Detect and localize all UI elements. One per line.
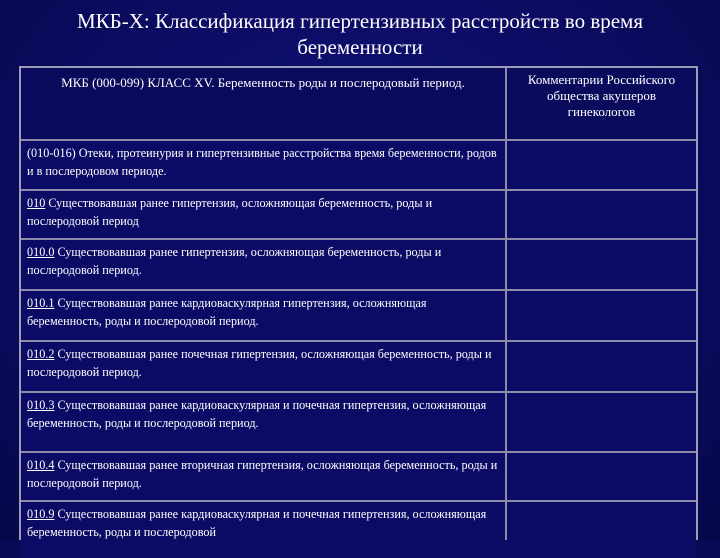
row-5-description: Существовавшая ранее кардиоваскулярная и почечная гипертензия, осложняющая беременность, роды и послеродовой период. <box>27 398 487 430</box>
header-icd-class: МКБ (000-099) КЛАСС XV. Беременность роды и послеродовый период. <box>21 68 505 139</box>
row-6-comment <box>507 453 696 500</box>
row-1-text <box>21 191 505 238</box>
row-3-text <box>21 291 505 340</box>
row-2-description: Существовавшая ранее гипертензия, осложняющая беременность, роды и послеродовой период. <box>27 245 442 277</box>
row-4-text <box>21 342 505 391</box>
row-4-code: 010.2 <box>27 347 55 361</box>
row-7-description: Существовавшая ранее кардиоваскулярная и почечная гипертензия, осложняющая беременность, роды и послеродовой <box>27 507 487 539</box>
row-0-text <box>21 141 505 189</box>
row-5-comment <box>507 393 696 451</box>
row-4-comment <box>507 342 696 391</box>
row-7-text <box>21 502 505 558</box>
row-1-code: 010 <box>27 196 46 210</box>
row-4-description: Существовавшая ранее почечная гипертензия, осложняющая беременность, роды и послеродовой период. <box>27 347 492 379</box>
row-7-code: 010.9 <box>27 507 55 521</box>
header-comments: Комментарии Российского общества акушеров гинекологов <box>507 68 696 139</box>
row-5-text <box>21 393 505 451</box>
row-2-comment <box>507 240 696 289</box>
row-3-description: Существовавшая ранее кардиоваскулярная гипертензия, осложняющая беременность, роды и послеродовой период. <box>27 296 427 328</box>
slide-title: МКБ-Х: Классификация гипертензивных расстройств во время беременности <box>76 9 644 59</box>
row-6-code: 010.4 <box>27 458 55 472</box>
row-2-text <box>21 240 505 289</box>
row-0-description: (010-016) Отеки, протеинурия и гипертензивные расстройства время беременности, родов и в послеродовом периоде. <box>27 146 497 178</box>
row-1-comment <box>507 191 696 238</box>
row-1-description: Существовавшая ранее гипертензия, осложняющая беременность, роды и послеродовой период <box>27 196 433 228</box>
row-6-text <box>21 453 505 500</box>
row-6-description: Существовавшая ранее вторичная гипертензия, осложняющая беременность, роды и послеродовой период. <box>27 458 498 490</box>
row-0-comment <box>507 141 696 189</box>
classification-table <box>19 66 698 540</box>
row-3-comment <box>507 291 696 340</box>
row-2-code: 010.0 <box>27 245 55 259</box>
row-7-comment <box>507 502 696 558</box>
row-5-code: 010.3 <box>27 398 55 412</box>
row-3-code: 010.1 <box>27 296 55 310</box>
